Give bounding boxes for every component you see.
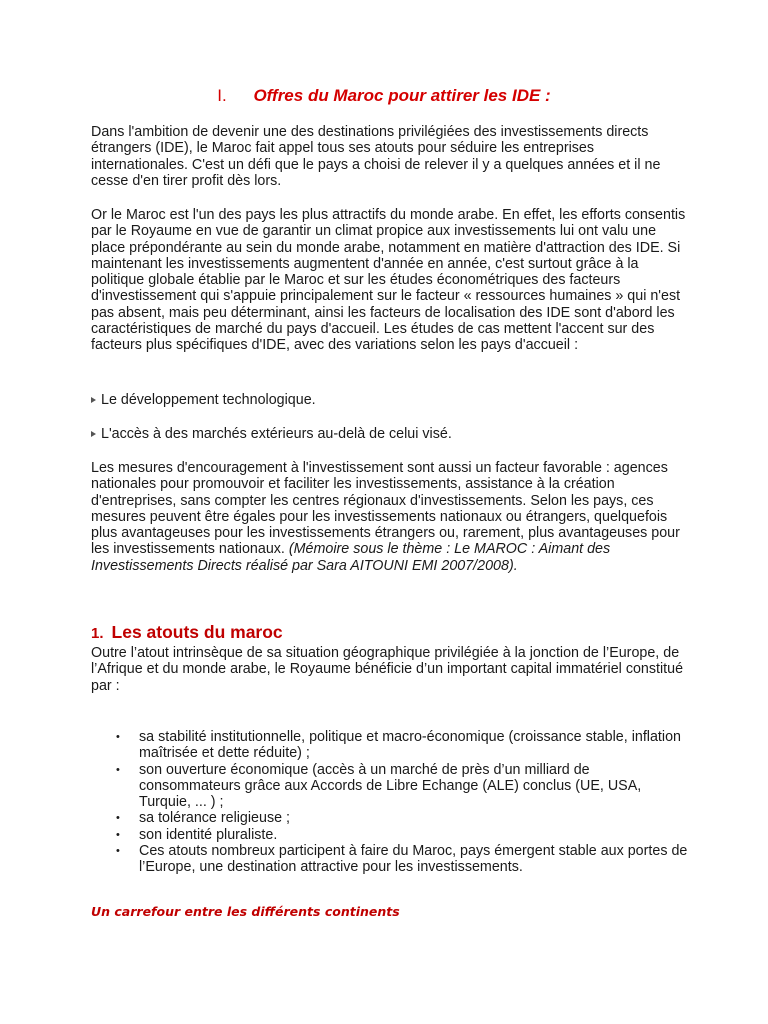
list-item-text: son ouverture économique (accès à un marché de près d’un milliard de consommateurs grâce aux Accords de Libre Echange (ALE) conclus (UE, USA, Turquie, ... ) ; [139,761,642,811]
arrow-list-item-text: Le développement technologique. [101,392,316,408]
bullet-icon: • [116,763,120,776]
list-item [91,843,691,876]
section-number: I. [217,86,227,105]
paragraph-atouts: Outre l’atout intrinsèque de sa situation géographique privilégiée à la jonction de l’Europe, de l’Afrique et du monde arabe, le Royaume bénéficie d’un important capital immatériel constitué par : [91,645,684,694]
subsection-heading [91,622,283,643]
list-item [91,810,691,826]
list-item [91,827,691,843]
subsection-title: Les atouts du maroc [111,622,283,642]
paragraph-mesures-text: Les mesures d'encouragement à l'investissement sont aussi un facteur favorable : agences nationales pour promouvoir et faciliter les investissements, assistance à la création d'entreprises, sans compter les centres régionaux d'investissements. Selon les pays, ces mesures peuvent être égales pour les investissements nationaux ou étrangers, quelquefois plus avantageuses pour les investissements étrangers ou, rarement, plus avantageuses pour les investissements nationaux. [91,460,680,558]
paragraph-mesures [91,460,691,574]
subsection-number: 1. [91,625,104,642]
arrow-bullet-icon [91,397,96,403]
atouts-list [91,729,691,876]
citation: (Mémoire sous le thème : Le MAROC : Aimant des Investissements Directs réalisé par Sara AITOUNI EMI 2007/2008). [91,541,611,574]
list-item [91,762,691,811]
arrow-list-item [91,392,316,408]
list-item-text: son identité pluraliste. [139,826,278,843]
list-item-text: sa tolérance religieuse ; [139,810,290,827]
section-title: Offres du Maroc pour attirer les IDE : [253,86,551,105]
arrow-bullet-icon [91,431,96,437]
paragraph-attractivite: Or le Maroc est l'un des pays les plus attractifs du monde arabe. En effet, les efforts consentis par le Royaume en vue de garantir un climat propice aux investissements lui ont valu une place prépondérante au sein du monde arabe, notamment en matière d'attraction des IDE. Si maintenant les investissements augmentent d'année en année, c'est surtout grâce à la politique globale établie par le Maroc et sur les études économétriques des facteurs d'investissement qui s'appuie principalement sur le facteur « ressources humaines » qui n'est pas absent, mais peu déterminant, ainsi les facteurs de localisation des IDE sont d'abord les caractéristiques de marché du pays d'accueil. Les études de cas mettent l'accent sur des facteurs plus spécifiques d'IDE, avec des variations selon les pays d'accueil : [91,207,686,354]
arrow-list-item [91,426,452,442]
bullet-icon: • [116,812,120,825]
bullet-icon: • [116,845,120,858]
caption-heading: Un carrefour entre les différents continents [91,904,400,919]
arrow-list-item-text: L'accès à des marchés extérieurs au-delà de celui visé. [101,426,452,442]
list-item [91,729,691,762]
bullet-icon: • [116,731,120,743]
list-item-text: Ces atouts nombreux participent à faire du Maroc, pays émergent stable aux portes de l’Europe, une destination attractive pour les investissements. [139,843,688,876]
section-heading [0,86,768,106]
list-item-text: sa stabilité institutionnelle, politique et macro-économique (croissance stable, inflation maîtrisée et dette réduite) ; [139,729,681,762]
bullet-icon: • [116,828,120,841]
paragraph-intro: Dans l'ambition de devenir une des destinations privilégiées des investissements directs étrangers (IDE), le Maroc fait appel tous ses atouts pour séduire les entreprises internationales. C'est un défi que le pays a choisi de relever il y a quelques années et il ne cesse d'en tirer profit dès lors. [91,124,661,189]
